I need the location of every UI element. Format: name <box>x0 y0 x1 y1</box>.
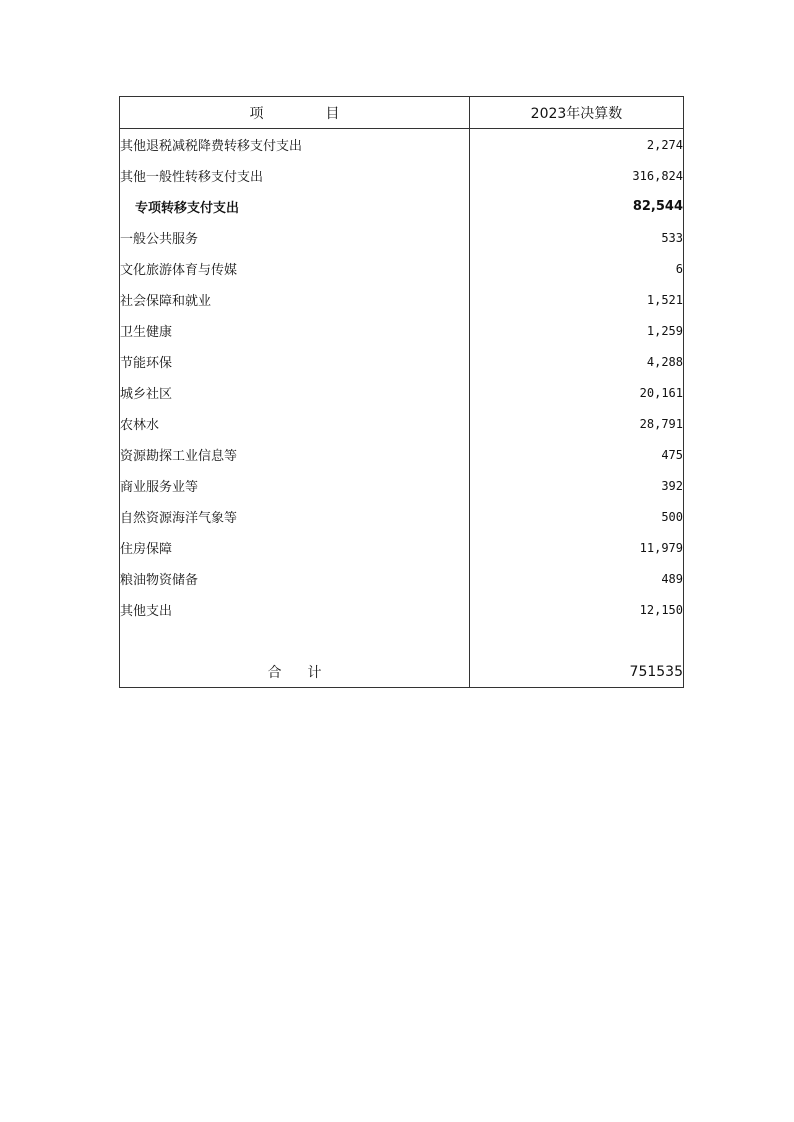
table-row <box>120 377 684 408</box>
table-row <box>120 222 684 253</box>
row-value: 533 <box>470 222 684 253</box>
table-row <box>120 439 684 470</box>
table-body <box>120 129 684 657</box>
row-name: 社会保障和就业 <box>120 284 470 315</box>
row-value: 4,288 <box>470 346 684 377</box>
row-name: 其他退税减税降费转移支付支出 <box>120 129 470 161</box>
budget-table <box>119 96 684 688</box>
row-name: 住房保障 <box>120 532 470 563</box>
row-name: 文化旅游体育与传媒 <box>120 253 470 284</box>
row-name: 其他支出 <box>120 594 470 625</box>
header-item: 项目 <box>120 97 470 129</box>
row-value: 392 <box>470 470 684 501</box>
row-value: 82,544 <box>470 191 684 222</box>
total-label: 合计 <box>120 656 470 688</box>
row-value: 6 <box>470 253 684 284</box>
spacer-cell <box>470 625 684 656</box>
table-row <box>120 501 684 532</box>
row-name: 其他一般性转移支付支出 <box>120 160 470 191</box>
table-row <box>120 532 684 563</box>
row-value: 12,150 <box>470 594 684 625</box>
row-value: 316,824 <box>470 160 684 191</box>
total-row <box>120 656 684 688</box>
table-row <box>120 129 684 161</box>
header-amount: 2023年决算数 <box>470 97 684 129</box>
row-name: 城乡社区 <box>120 377 470 408</box>
row-name: 粮油物资储备 <box>120 563 470 594</box>
spacer-cell <box>120 625 470 656</box>
row-value: 489 <box>470 563 684 594</box>
table-row <box>120 346 684 377</box>
row-name: 卫生健康 <box>120 315 470 346</box>
row-name: 一般公共服务 <box>120 222 470 253</box>
spacer-row <box>120 625 684 656</box>
row-name: 农林水 <box>120 408 470 439</box>
table-row <box>120 594 684 625</box>
table-row <box>120 191 684 222</box>
row-value: 475 <box>470 439 684 470</box>
row-value: 500 <box>470 501 684 532</box>
table-row <box>120 253 684 284</box>
row-value: 1,521 <box>470 284 684 315</box>
table-row <box>120 160 684 191</box>
total-value: 751535 <box>470 656 684 688</box>
table-row <box>120 470 684 501</box>
row-name: 商业服务业等 <box>120 470 470 501</box>
table-header-row <box>120 97 684 129</box>
row-name: 自然资源海洋气象等 <box>120 501 470 532</box>
table-row <box>120 315 684 346</box>
row-name: 资源勘探工业信息等 <box>120 439 470 470</box>
row-name: 专项转移支付支出 <box>120 191 470 222</box>
row-value: 11,979 <box>470 532 684 563</box>
row-name: 节能环保 <box>120 346 470 377</box>
row-value: 1,259 <box>470 315 684 346</box>
row-value: 28,791 <box>470 408 684 439</box>
table-row <box>120 284 684 315</box>
row-value: 20,161 <box>470 377 684 408</box>
row-value: 2,274 <box>470 129 684 161</box>
table-row <box>120 563 684 594</box>
table-row <box>120 408 684 439</box>
